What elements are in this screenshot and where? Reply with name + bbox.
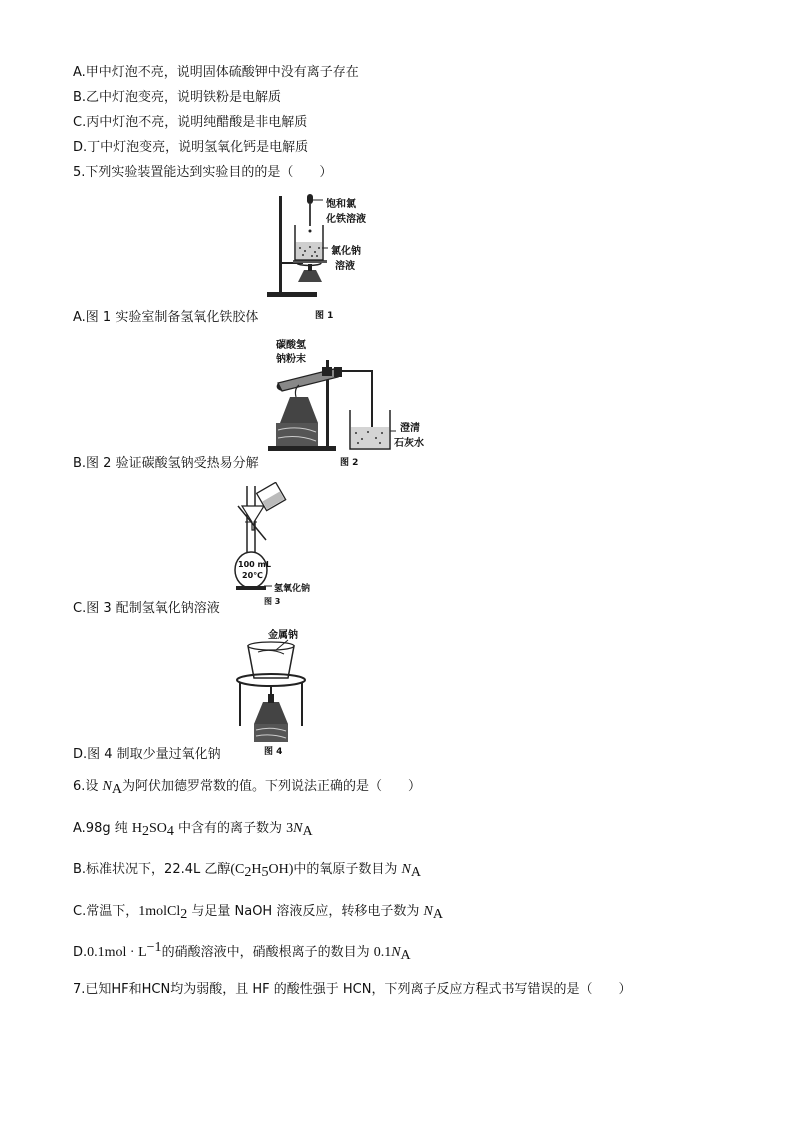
q6b-c-subscript: 2 [244, 865, 252, 880]
q6d-avogadro-subscript: A [400, 948, 411, 963]
q6-stem-text: 为阿伏加德罗常数的值。下列说法正确的是（ ） [122, 779, 422, 794]
q6b-h: H [251, 862, 262, 877]
q6d-value: 0.1 [373, 945, 392, 960]
q5-option-a: A.图 1 实验室制备氢氧化铁胶体 [73, 310, 259, 325]
fig2-caption: 图 2 [340, 458, 359, 468]
q5-option-c: C.图 3 配制氢氧化钠溶液 [73, 601, 220, 616]
figure-4-crucible-sodium [230, 626, 315, 760]
q6d-concentration: 0.1mol · L [87, 945, 147, 960]
fig4-caption: 图 4 [264, 747, 283, 757]
q4-option-a: A.甲中灯泡不亮，说明固体硫酸钾中没有离子存在 [73, 65, 359, 80]
q6a-h: H [131, 821, 142, 836]
q6c-avogadro-symbol: N [423, 904, 433, 919]
fig3-caption: 图 3 [264, 597, 281, 606]
q6a-coefficient: 3 [286, 821, 294, 836]
figure-2-nahco3-decomposition [268, 335, 428, 470]
q6c-prefix: C.常温下， [73, 904, 139, 919]
fig2-label-nahco3-line2: 钠粉末 [276, 354, 306, 365]
q7-stem: 7.已知HF和HCN均为弱酸，且 HF 的酸性强于 HCN，下列离子反应方程式书写错误的是（ ） [73, 982, 632, 997]
fig2-label-limewater-line2: 石灰水 [394, 438, 424, 449]
q6c-cl-subscript: 2 [180, 907, 188, 922]
q6a-avogadro-symbol: N [293, 821, 303, 836]
q6b-middle: 中的氧原子数目为 [293, 862, 402, 877]
q6c-avogadro-subscript: A [432, 907, 443, 922]
q4-option-c: C.丙中灯泡不亮，说明纯醋酸是非电解质 [73, 115, 308, 130]
fig3-temperature-label: 20℃ [242, 571, 263, 580]
fig1-label-nacl-line1: 氯化钠 [331, 246, 361, 257]
q6d-exponent: −1 [146, 940, 162, 955]
fig3-volume-label: 100 mL [238, 560, 271, 569]
q6b-prefix: B.标准状况下，22.4L 乙醇 [73, 862, 231, 877]
q6d-prefix: D. [73, 945, 88, 960]
q6-stem-avogadro-symbol: N [102, 779, 112, 794]
q4-option-b: B.乙中灯泡变亮，说明铁粉是电解质 [73, 90, 282, 105]
figure-1-colloid-apparatus [265, 190, 390, 325]
q5-stem: 5.下列实验装置能达到实验目的的是（ ） [73, 165, 333, 180]
fig1-label-nacl-line2: 溶液 [335, 261, 355, 272]
q6d-avogadro-symbol: N [391, 945, 401, 960]
q6d-middle: 的硝酸溶液中，硝酸根离子的数目为 [161, 945, 374, 960]
q6a-middle: 中含有的离子数为 [173, 821, 287, 836]
q6b-avogadro-symbol: N [401, 862, 411, 877]
fig3-naoh-label: 氢氧化钠 [274, 584, 311, 594]
q5-option-d: D.图 4 制取少量过氧化钠 [73, 747, 221, 762]
fig1-label-fecl3-line2: 化铁溶液 [326, 214, 366, 225]
q6a-avogadro-subscript: A [302, 824, 313, 839]
q6b-formula-close: OH) [268, 862, 294, 877]
fig2-label-limewater-line1: 澄清 [400, 423, 420, 434]
q6b-formula-open: (C [230, 862, 245, 877]
q6b-h-subscript: 5 [261, 865, 269, 880]
q6-option-a [73, 821, 313, 837]
fig1-caption: 图 1 [315, 311, 334, 321]
fig1-label-fecl3-line1: 饱和氯 [326, 199, 356, 210]
q6-stem-avogadro-subscript: A [111, 782, 123, 797]
q6-option-c [73, 904, 443, 920]
q6a-prefix: A.98g 纯 [73, 821, 132, 836]
figure-3-volumetric-flask [232, 482, 322, 610]
q6-stem [73, 779, 421, 795]
fig4-sodium-label: 金属钠 [268, 630, 298, 641]
q6-option-d [73, 940, 411, 963]
q6a-h-subscript: 2 [141, 824, 149, 839]
q4-option-d: D.丁中灯泡变亮，说明氢氧化钙是电解质 [73, 140, 309, 155]
fig2-label-nahco3-line1: 碳酸氢 [276, 340, 306, 351]
q5-option-b: B.图 2 验证碳酸氢钠受热易分解 [73, 456, 259, 471]
q6a-so-subscript: 4 [166, 824, 174, 839]
q6-option-b [73, 862, 421, 878]
q6a-so: SO [148, 821, 167, 836]
q6b-avogadro-subscript: A [410, 865, 421, 880]
q6c-amount: 1molCl [138, 904, 181, 919]
q6-stem-prefix: 6.设 [73, 779, 103, 794]
q6c-middle: 与足量 NaOH 溶液反应，转移电子数为 [187, 904, 424, 919]
